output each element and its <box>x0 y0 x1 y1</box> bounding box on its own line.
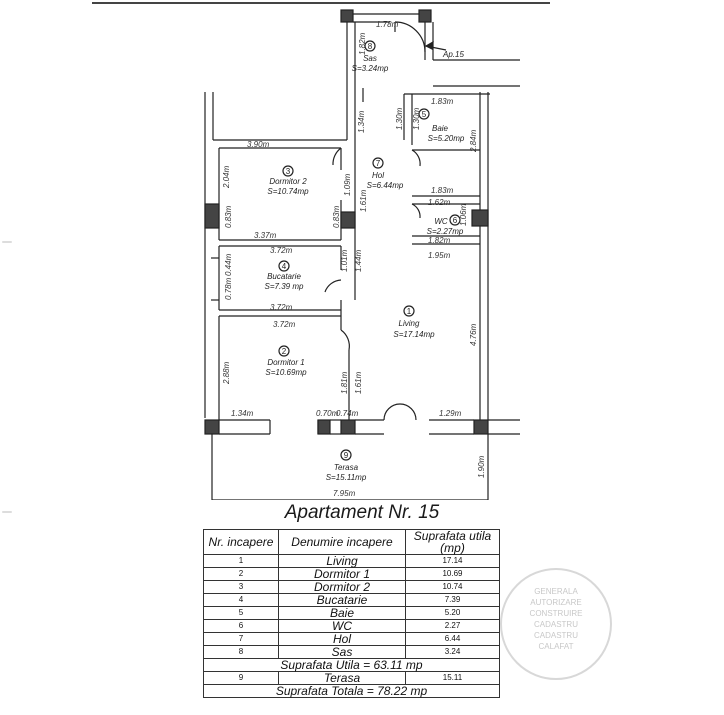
room-area: S=10.74mp <box>267 187 309 196</box>
dimension-label: 1.62m <box>428 198 451 207</box>
dimension-label: 3.72m <box>273 320 296 329</box>
room-name: Dormitor 1 <box>267 358 305 367</box>
room-name: Baie <box>431 124 449 133</box>
dimension-label: 1.30m <box>395 107 404 130</box>
dimension-label: 1.61m <box>354 371 363 394</box>
room-number-cell: 5 <box>204 607 279 620</box>
scan-edge-mark <box>2 241 12 243</box>
dimension-label: 1.95m <box>428 251 451 260</box>
room-name-cell: WC <box>279 620 406 633</box>
room-area-table <box>203 529 500 698</box>
stamp-text: CADASTRU <box>533 620 578 629</box>
room-area: S=7.39 mp <box>264 282 304 291</box>
room-area: S=3.24mp <box>351 64 389 73</box>
room-area-cell: 15.11 <box>406 672 500 685</box>
room-number-cell: 9 <box>204 672 279 685</box>
room-area: S=10.69mp <box>265 368 307 377</box>
dimension-label: 1.83m <box>431 97 454 106</box>
room-name: Living <box>398 319 420 328</box>
dimension-label: 1.90m <box>477 455 486 478</box>
dimension-label: 1.82m <box>428 236 451 245</box>
dimension-label: 0.74m <box>336 409 359 418</box>
room-name-cell: Dormitor 1 <box>279 568 406 581</box>
dimension-label: 3.72m <box>270 303 293 312</box>
dimension-label: 1.81m <box>340 371 349 394</box>
room-area-cell: 7.39 <box>406 594 500 607</box>
room-number: 1 <box>406 307 412 316</box>
room-name: Bucatarie <box>267 272 301 281</box>
header-usable-area: Suprafata utila (mp) <box>406 530 500 555</box>
dimension-label: 1.34m <box>357 110 366 133</box>
room-number: 3 <box>285 167 291 176</box>
dimension-label: 1.01m <box>340 249 349 272</box>
dimension-label: 1.44m <box>354 249 363 272</box>
table-row <box>204 594 500 607</box>
room-number: 4 <box>281 262 287 271</box>
dimension-label: 1.30m <box>412 107 421 130</box>
stamp-text: CADASTRU <box>533 631 578 640</box>
room-area: S=2.27mp <box>426 227 464 236</box>
room-number-cell: 8 <box>204 646 279 659</box>
room-name-cell: Living <box>279 555 406 568</box>
room-area-cell: 2.27 <box>406 620 500 633</box>
dimension-label: 3.90m <box>247 140 270 149</box>
room-name-cell: Baie <box>279 607 406 620</box>
room-number: 6 <box>452 216 458 225</box>
table-row <box>204 633 500 646</box>
table-row <box>204 581 500 594</box>
room-area: S=15.11mp <box>325 473 367 482</box>
total-row <box>204 685 500 698</box>
stamp-text: AUTORIZARE <box>530 598 582 607</box>
dimension-label: 0.44m <box>224 253 233 276</box>
table-row <box>204 672 500 685</box>
room-name: WC <box>434 217 448 226</box>
room-number-cell: 2 <box>204 568 279 581</box>
room-name: Dormitor 2 <box>269 177 307 186</box>
stamp-text: CONSTRUIRE <box>529 609 583 618</box>
room-number: 5 <box>421 110 427 119</box>
room-name: Terasa <box>333 463 359 472</box>
room-name-cell: Terasa <box>279 672 406 685</box>
dimension-label: 3.72m <box>270 246 293 255</box>
room-area-cell: 10.74 <box>406 581 500 594</box>
room-area: S=17.14mp <box>393 330 435 339</box>
dimension-label: 3.37m <box>254 231 277 240</box>
dimension-label: 1.29m <box>439 409 462 418</box>
room-name-cell: Sas <box>279 646 406 659</box>
dimension-label: 1.83m <box>431 186 454 195</box>
table-header-row <box>204 530 500 555</box>
room-name: Sas <box>363 54 377 63</box>
room-area-cell: 6.44 <box>406 633 500 646</box>
scan-edge-mark <box>2 511 12 513</box>
room-area-cell: 5.20 <box>406 607 500 620</box>
subtotal-row <box>204 659 500 672</box>
stamp-text: CALAFAT <box>538 642 574 651</box>
dimension-label: 1.09m <box>343 173 352 196</box>
table-row <box>204 568 500 581</box>
document-title: Apartament Nr. 15 <box>284 502 440 523</box>
dimension-label: 1.61m <box>359 189 368 212</box>
table-row <box>204 607 500 620</box>
room-area-cell: 3.24 <box>406 646 500 659</box>
room-number: 9 <box>343 451 349 460</box>
dimension-label: 1.34m <box>231 409 254 418</box>
room-number: 7 <box>375 159 381 168</box>
stamp-text: GENERALA <box>534 587 578 596</box>
header-room-name: Denumire incapere <box>279 530 406 555</box>
dimension-label: 2.88m <box>222 361 231 384</box>
dimension-label: 0.83m <box>332 205 341 228</box>
apartment-arrow-label: Ap.15 <box>443 50 464 59</box>
dimension-label: 2.04m <box>222 165 231 188</box>
room-number-cell: 3 <box>204 581 279 594</box>
dimension-label: 1.78m <box>376 20 399 29</box>
room-area: S=5.20mp <box>427 134 465 143</box>
dimension-label: 4.76m <box>469 323 478 346</box>
dimension-label: 0.70m <box>316 409 339 418</box>
room-name-cell: Hol <box>279 633 406 646</box>
room-number-cell: 6 <box>204 620 279 633</box>
usable-area-total: Suprafata Utila = 63.11 mp <box>204 659 500 672</box>
room-number: 8 <box>367 42 373 51</box>
room-area: S=6.44mp <box>366 181 404 190</box>
dimension-label: 0.78m <box>224 277 233 300</box>
table-row <box>204 620 500 633</box>
dimension-label: 7.95m <box>333 489 356 498</box>
room-area-cell: 10.69 <box>406 568 500 581</box>
room-number-cell: 7 <box>204 633 279 646</box>
official-stamp <box>500 568 612 680</box>
room-name: Hol <box>371 171 385 180</box>
dimension-label: 2.84m <box>469 129 478 152</box>
room-number-cell: 1 <box>204 555 279 568</box>
room-number-cell: 4 <box>204 594 279 607</box>
dimension-label: 1.06m <box>459 203 468 226</box>
room-name-cell: Bucatarie <box>279 594 406 607</box>
table-row <box>204 555 500 568</box>
dimension-label: 0.83m <box>224 205 233 228</box>
table-row <box>204 646 500 659</box>
header-room-number: Nr. incapere <box>204 530 279 555</box>
room-name-cell: Dormitor 2 <box>279 581 406 594</box>
dimension-label: 1.82m <box>358 32 367 55</box>
total-area: Suprafata Totala = 78.22 mp <box>204 685 500 698</box>
room-area-cell: 17.14 <box>406 555 500 568</box>
room-number: 2 <box>281 347 287 356</box>
